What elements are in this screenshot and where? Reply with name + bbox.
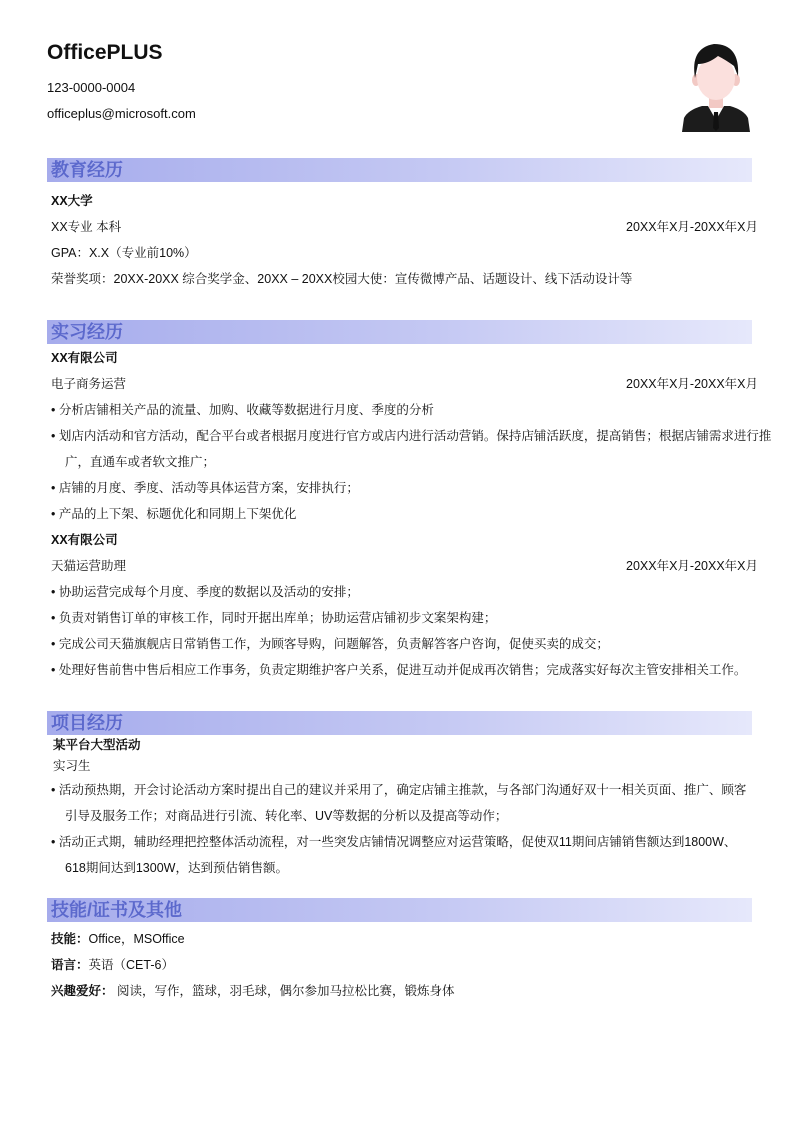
bullet-continuation: 引导及服务工作；对商品进行引流、转化率、UV等数据的分析以及提高等动作； [65, 809, 508, 823]
job-date: 20XX年X月-20XX年X月 [626, 559, 758, 573]
company: XX有限公司 [51, 351, 118, 365]
honors: 荣誉奖项：20XX-20XX 综合奖学金、20XX – 20XX校园大使：宣传微博产品、话题设计、线下活动设计等 [51, 272, 633, 286]
section-header-skills: 技能/证书及其他 [47, 898, 752, 922]
job-date: 20XX年X月-20XX年X月 [626, 377, 758, 391]
bullet: • 处理好售前售中售后相应工作事务，负责定期维护客户关系，促进互动并促成再次销售；完成落实好每次主管安排相关工作。 [51, 663, 747, 677]
company: XX有限公司 [51, 533, 118, 547]
bullet: • 划店内活动和官方活动，配合平台或者根据月度进行官方或店内进行活动营销。保持店铺活跃度，提高销售；根据店铺需求进行推 [51, 429, 772, 443]
section-header-education: 教育经历 [47, 158, 752, 182]
gpa: GPA：X.X（专业前10%） [51, 246, 197, 260]
language-item: 语言：英语（CET-6） [51, 958, 174, 972]
role: 电子商务运营 [51, 377, 127, 391]
bullet: • 分析店铺相关产品的流量、加购、收藏等数据进行月度、季度的分析 [51, 403, 434, 417]
bullet-continuation: 广，直通车或者软文推广； [65, 455, 216, 469]
skill-item: 技能：Office，MSOffice [51, 932, 185, 946]
hobby-item: 兴趣爱好： 阅读，写作，篮球，羽毛球，偶尔参加马拉松比赛，锻炼身体 [51, 984, 455, 998]
skills-section [51, 926, 758, 1004]
bullet: • 协助运营完成每个月度、季度的数据以及活动的安排； [51, 585, 359, 599]
phone: 123-0000-0004 [47, 80, 136, 95]
project-role: 实习生 [53, 759, 91, 773]
project-name: 某平台大型活动 [53, 738, 141, 752]
bullet: • 活动预热期，开会讨论活动方案时提出自己的建议并采用了，确定店铺主推款，与各部门沟通好双十一相关页面、推广、顾客 [51, 783, 747, 797]
bullet-continuation: 618期间达到1300W，达到预估销售额。 [65, 861, 288, 875]
education-section [51, 188, 758, 292]
major: XX专业 本科 [51, 220, 122, 234]
section-header-project: 项目经历 [47, 711, 752, 735]
section-header-internship: 实习经历 [47, 320, 752, 344]
bullet: • 负责对销售订单的审核工作，同时开据出库单；协助运营店铺初步文案架构建； [51, 611, 497, 625]
education-date: 20XX年X月-20XX年X月 [626, 220, 758, 234]
internship-section [51, 345, 772, 683]
bullet: • 完成公司天猫旗舰店日常销售工作，为顾客导购，问题解答，负责解答客户咨询，促使买卖的成交； [51, 637, 609, 651]
role: 天猫运营助理 [51, 559, 127, 573]
avatar [678, 40, 754, 132]
bullet: • 产品的上下架、标题优化和同期上下架优化 [51, 507, 297, 521]
candidate-name: OfficePLUS [47, 41, 163, 64]
email: officeplus@microsoft.com [47, 106, 196, 121]
bullet: • 活动正式期，辅助经理把控整体活动流程，对一些突发店铺情况调整应对运营策略，促使双11期间店铺销售额达到1800W、 [51, 835, 737, 849]
project-section [51, 735, 758, 881]
school: XX大学 [51, 194, 93, 208]
bullet: • 店铺的月度、季度、活动等具体运营方案，安排执行； [51, 481, 359, 495]
